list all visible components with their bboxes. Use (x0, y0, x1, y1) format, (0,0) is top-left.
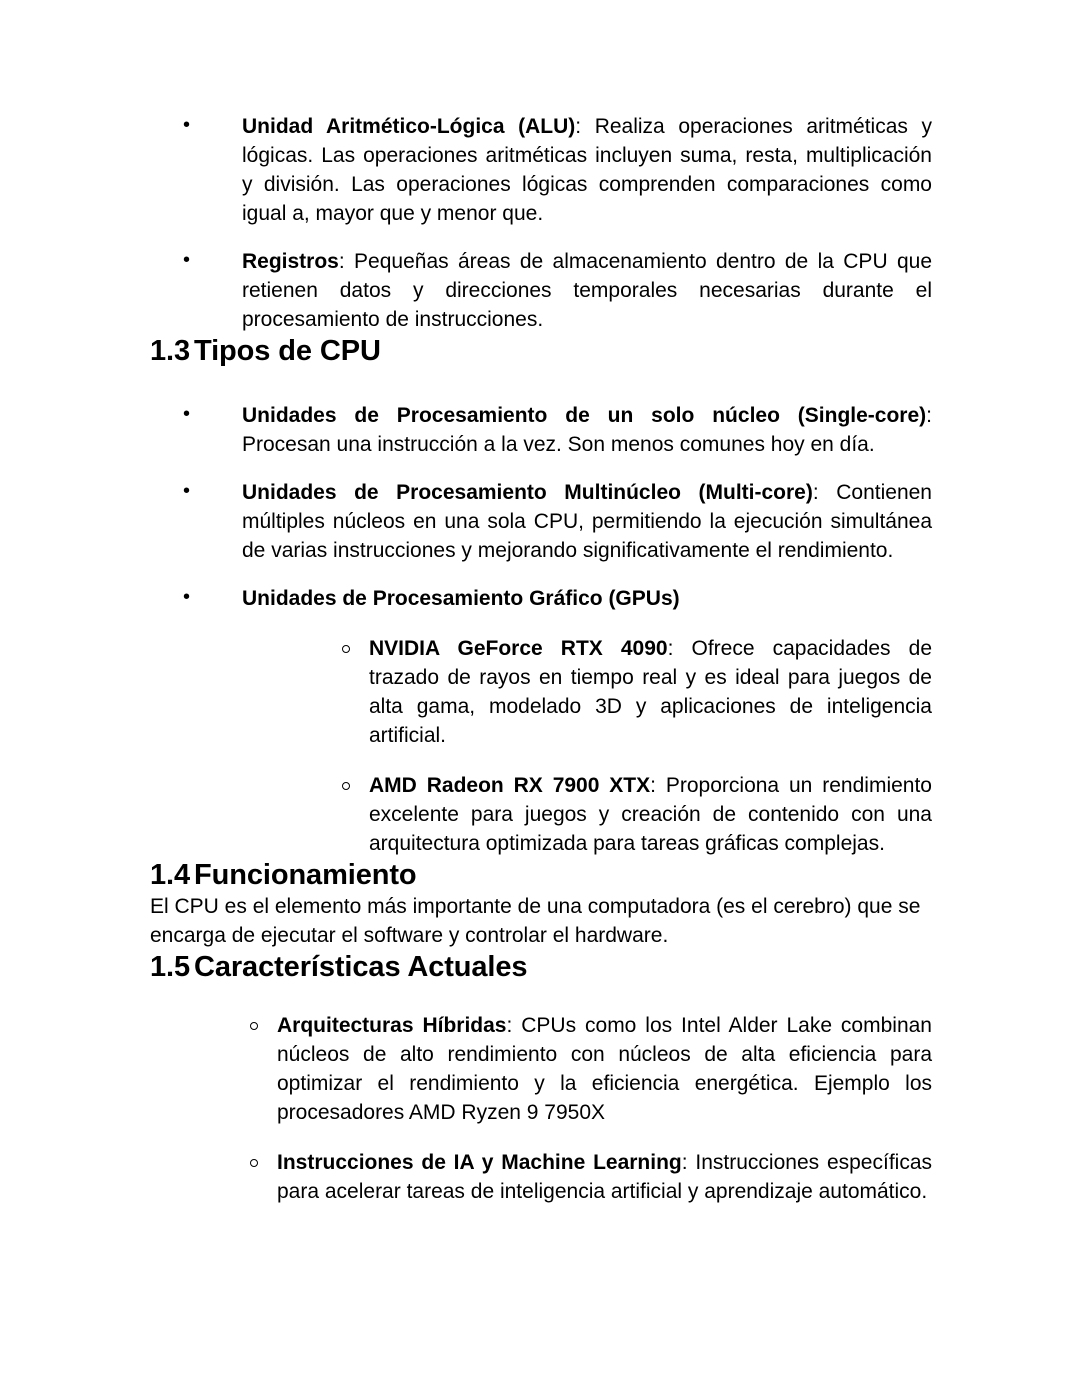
sub-list-item-arquitecturas-hibridas (250, 1011, 932, 1127)
bullet-list-cpu-components (150, 112, 932, 334)
sub-bullet-list-gpu-models (242, 634, 932, 858)
heading-1-4 (150, 858, 932, 892)
bullet-list-tipos-cpu (150, 401, 932, 858)
list-item-registros (183, 247, 932, 334)
list-item-gpus-lead: Unidades de Procesamiento Gráfico (GPUs) (242, 587, 680, 611)
paragraph-funcionamiento: El CPU es el elemento más importante de una computadora (es el cerebro) que se encarga de ejecutar el software y controlar el hardware. (150, 895, 921, 948)
list-item-single-core-lead: Unidades de Procesamiento de un solo núcleo (Single-core) (242, 404, 927, 428)
document-content (150, 112, 932, 1206)
sub-list-item-instrucciones-ia-ml-text: : Instrucciones específicas para acelerar tareas de inteligencia artificial y aprendizaje automático. (277, 1150, 932, 1203)
heading-1-3-title: Tipos de CPU (194, 335, 381, 367)
heading-1-5 (150, 950, 932, 984)
sub-list-item-amd (342, 771, 932, 858)
heading-1-3 (150, 334, 932, 368)
sub-list-item-nvidia-lead: NVIDIA GeForce RTX 4090 (369, 637, 668, 661)
sub-list-item-nvidia-text: : Ofrece capacidades de trazado de rayos en tiempo real y es ideal para juegos de alta gama, modelado 3D y aplicaciones de inteligencia artificial. (369, 637, 932, 748)
list-item-multi-core-lead: Unidades de Procesamiento Multinúcleo (Multi-core) (242, 481, 813, 505)
sub-list-item-arquitecturas-hibridas-text: : CPUs como los Intel Alder Lake combinan núcleos de alto rendimiento con núcleos de alta eficiencia para optimizar el rendimiento y la eficiencia energética. Ejemplo los procesadores AMD Ryzen 9 7950X (277, 1013, 932, 1124)
list-item-gpus (183, 584, 932, 858)
sub-list-item-amd-lead: AMD Radeon RX 7900 XTX (369, 774, 651, 798)
sub-list-item-nvidia (342, 634, 932, 750)
heading-1-5-number: 1.5 (150, 951, 191, 984)
heading-1-4-number: 1.4 (150, 859, 191, 892)
list-item-alu-text: : Realiza operaciones aritméticas y lógicas. Las operaciones aritméticas incluyen suma, resta, multiplicación y división. Las operaciones lógicas comprenden comparaciones como igual a, mayor que y menor que. (242, 115, 932, 225)
sub-list-item-instrucciones-ia-ml (250, 1148, 932, 1206)
heading-1-3-number: 1.3 (150, 335, 191, 367)
list-item-alu-lead: Unidad Aritmético-Lógica (ALU) (242, 115, 576, 138)
list-item-registros-lead: Registros (242, 250, 339, 273)
list-item-single-core-text: : Procesan una instrucción a la vez. Son menos comunes hoy en día. (242, 404, 932, 457)
list-item-registros-text: : Pequeñas áreas de almacenamiento dentro de la CPU que retienen datos y direcciones temporales necesarias durante el procesamiento de instrucciones. (242, 250, 932, 331)
sub-bullet-list-caracteristicas (150, 1011, 932, 1206)
list-item-multi-core-text: : Contienen múltiples núcleos en una sola CPU, permitiendo la ejecución simultánea de varias instrucciones y mejorando significativamente el rendimiento. (242, 481, 932, 563)
list-item-multi-core (183, 478, 932, 565)
sub-list-item-instrucciones-ia-ml-lead: Instrucciones de IA y Machine Learning (277, 1150, 682, 1174)
heading-1-5-title: Características Actuales (194, 951, 528, 984)
heading-1-4-title: Funcionamiento (194, 859, 417, 892)
list-item-single-core (183, 401, 932, 459)
sub-list-item-amd-text: : Proporciona un rendimiento excelente para juegos y creación de contenido con una arquitectura optimizada para tareas gráficas complejas. (369, 774, 932, 856)
sub-list-item-arquitecturas-hibridas-lead: Arquitecturas Híbridas (277, 1013, 507, 1037)
list-item-alu (183, 112, 932, 228)
